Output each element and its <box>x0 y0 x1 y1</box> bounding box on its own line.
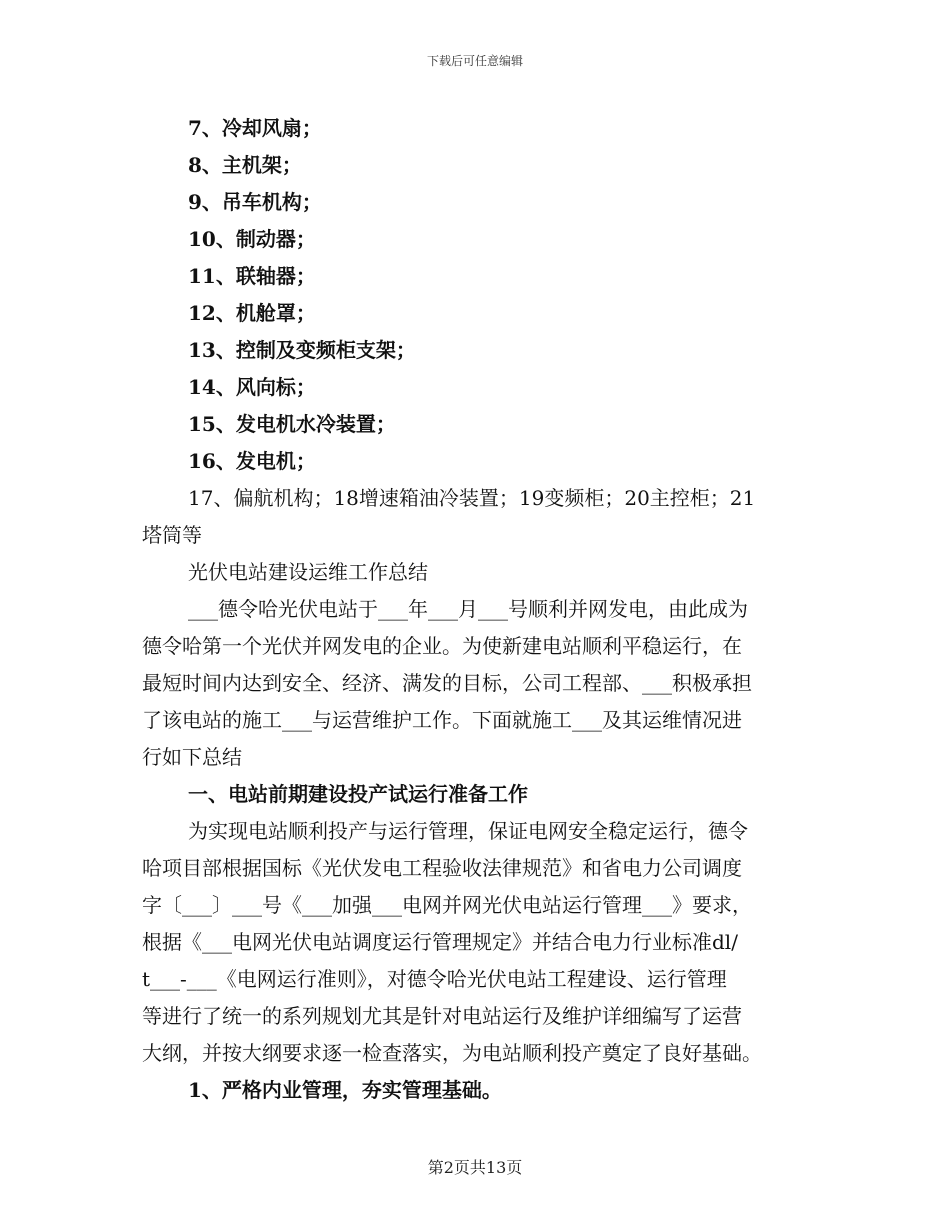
section-heading: 一、电站前期建设投产试运行准备工作 <box>188 782 528 806</box>
section-line: 等进行了统一的系列规划尤其是针对电站运行及维护详细编写了运营 <box>142 1004 742 1028</box>
document-title: 光伏电站建设运维工作总结 <box>188 560 428 584</box>
list-item: 10、制动器； <box>188 227 316 251</box>
section-line: 大纲，并按大纲要求逐一检查落实，为电站顺利投产奠定了良好基础。 <box>142 1041 762 1065</box>
page-number: 第2页共13页 <box>427 1158 523 1177</box>
section-line: 根据《___电网光伏电站调度运行管理规定》并结合电力行业标准dl/ <box>142 930 738 954</box>
list-item: 12、机舱罩； <box>188 301 316 325</box>
list-item: 8、主机架； <box>188 153 302 177</box>
intro-line: ___德令哈光伏电站于___年___月___号顺利并网发电，由此成为 <box>188 597 748 621</box>
header-note: 下载后可任意编辑 <box>426 54 523 68</box>
components-line: 17、偏航机构；18增速箱油冷装置；19变频柜；20主控柜；21 <box>188 486 756 510</box>
components-line-continued: 塔筒等 <box>142 523 202 547</box>
section-line: t___-___《电网运行准则》，对德令哈光伏电站工程建设、运行管理 <box>142 967 727 991</box>
list-item: 7、冷却风扇； <box>188 116 322 140</box>
section-line: 字〔___〕___号《___加强___电网并网光伏电站运行管理___》要求， <box>142 893 752 917</box>
list-item: 13、控制及变频柜支架； <box>188 338 416 362</box>
list-item: 9、吊车机构； <box>188 190 322 214</box>
intro-line: 最短时间内达到安全、经济、满发的目标，公司工程部、___积极承担 <box>142 671 752 695</box>
section-line: 哈项目部根据国标《光伏发电工程验收法律规范》和省电力公司调度 <box>142 856 742 880</box>
list-item: 16、发电机； <box>188 449 316 473</box>
intro-line: 了该电站的施工___与运营维护工作。下面就施工___及其运维情况进 <box>142 708 742 732</box>
list-item: 14、风向标； <box>188 375 316 399</box>
intro-line: 行如下总结 <box>142 745 242 769</box>
section-line: 为实现电站顺利投产与运行管理，保证电网安全稳定运行，德令 <box>188 819 748 843</box>
list-item: 15、发电机水冷装置； <box>188 412 396 436</box>
list-item: 11、联轴器； <box>188 264 316 288</box>
document-body <box>142 110 807 1109</box>
intro-line: 德令哈第一个光伏并网发电的企业。为使新建电站顺利平稳运行，在 <box>142 634 742 658</box>
subsection-heading: 1、严格内业管理，夯实管理基础。 <box>188 1078 502 1102</box>
